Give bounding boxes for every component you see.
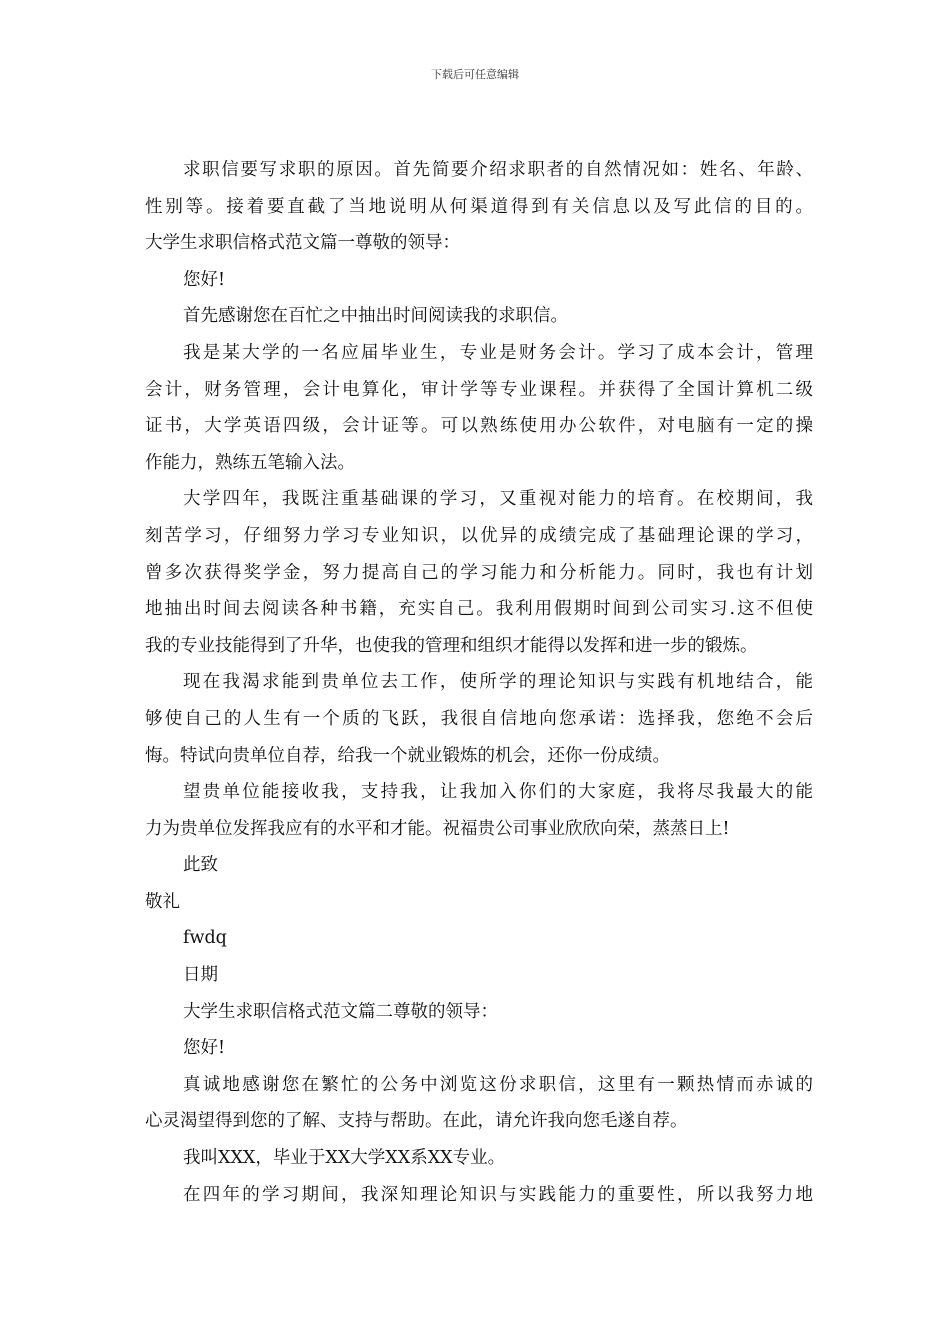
text-line: 现在我渴求能到贵单位去工作，使所学的理论知识与实践有机地结合，能 xyxy=(183,672,813,693)
text-line: 真诚地感谢您在繁忙的公务中浏览这份求职信，这里有一颗热情而赤诚的 xyxy=(183,1074,813,1095)
text-line: 此致 xyxy=(183,855,218,876)
text-line: 刻苦学习，仔细努力学习专业知识，以优异的成绩完成了基础理论课的学习， xyxy=(145,525,813,546)
text-line: 您好! xyxy=(183,1038,226,1059)
text-line: 日期 xyxy=(183,965,218,986)
text-line: 我的专业技能得到了升华，也使我的管理和组织才能得以发挥和进一步的锻炼。 xyxy=(145,635,758,656)
text-line: 曾多次获得奖学金，努力提高自己的学习能力和分析能力。同时，我也有计划 xyxy=(145,562,813,583)
text-line: 您好! xyxy=(183,269,226,290)
text-line: 证书，大学英语四级，会计证等。可以熟练使用办公软件，对电脑有一定的操 xyxy=(145,416,813,437)
text-line: 求职信要写求职的原因。首先简要介绍求职者的自然情况如：姓名、年龄、 xyxy=(183,160,813,180)
text-line: 大学生求职信格式范文篇一尊敬的领导： xyxy=(145,233,460,254)
text-line: 我是某大学的一名应届毕业生，专业是财务会计。学习了成本会计，管理 xyxy=(183,342,813,363)
text-line: 地抽出时间去阅读各种书籍，充实自己。我利用假期时间到公司实习.这不但使 xyxy=(145,599,813,620)
letter-body xyxy=(145,152,813,1213)
text-line: 大学生求职信格式范文篇二尊敬的领导： xyxy=(183,1001,498,1022)
text-line: 悔。特试向贵单位自荐，给我一个就业锻炼的机会，还你一份成绩。 xyxy=(145,745,670,766)
text-line: 力为贵单位发挥我应有的水平和才能。祝福贵公司事业欣欣向荣，蒸蒸日上! xyxy=(145,818,730,839)
text-line: 望贵单位能接收我，支持我，让我加入你们的大家庭，我将尽我最大的能 xyxy=(183,782,813,803)
text-line: 够使自己的人生有一个质的飞跃，我很自信地向您承诺：选择我，您绝不会后 xyxy=(145,708,813,729)
text-line: 作能力，熟练五笔输入法。 xyxy=(145,452,355,473)
text-line: 性别等。接着要直截了当地说明从何渠道得到有关信息以及写此信的目的。 xyxy=(145,196,813,217)
text-line: 大学四年，我既注重基础课的学习，又重视对能力的培育。在校期间，我 xyxy=(183,489,813,510)
text-line: fwdq xyxy=(183,928,227,949)
text-line: 我叫XXX，毕业于XX大学XX系XX专业。 xyxy=(183,1148,506,1169)
text-line: 会计，财务管理，会计电算化，审计学等专业课程。并获得了全国计算机二级 xyxy=(145,379,813,400)
text-line: 敬礼 xyxy=(145,891,180,912)
text-line: 首先感谢您在百忙之中抽出时间阅读我的求职信。 xyxy=(183,306,568,327)
page-header: 下载后可任意编辑 xyxy=(431,68,519,81)
text-line: 心灵渴望得到您的了解、支持与帮助。在此，请允许我向您毛遂自荐。 xyxy=(145,1111,688,1132)
text-line: 在四年的学习期间，我深知理论知识与实践能力的重要性，所以我努力地 xyxy=(183,1184,813,1205)
